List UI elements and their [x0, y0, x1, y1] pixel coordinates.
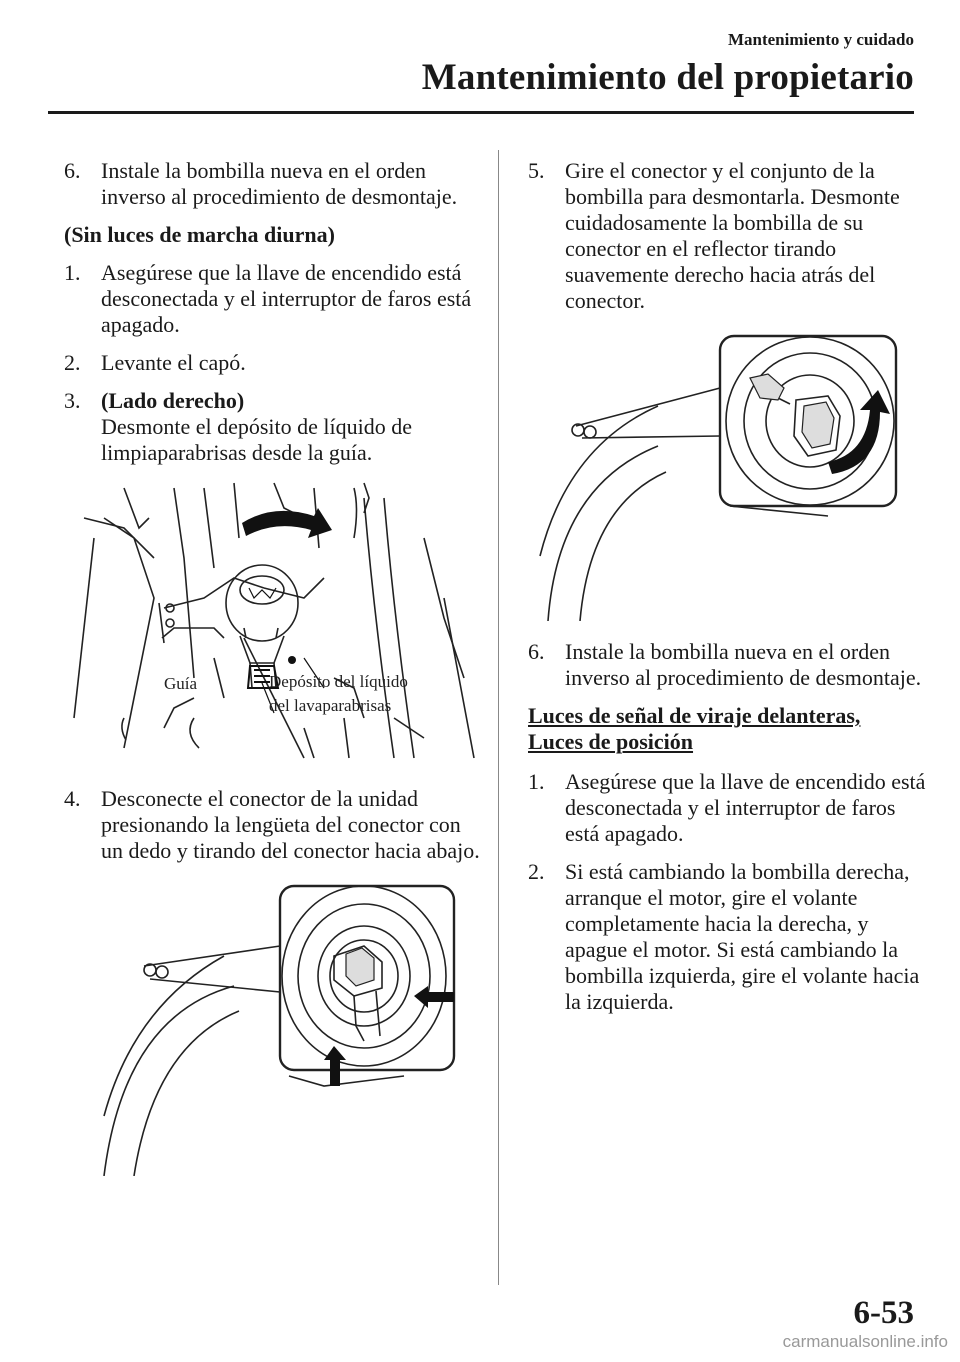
page-number: 6-53 [853, 1295, 914, 1331]
label-guide: Guía [164, 674, 198, 693]
left-step-4 [64, 786, 484, 864]
step-title-right-side: (Lado derecho) [101, 388, 245, 413]
step-text: Instale la bombilla nueva en el orden inverso al procedimiento de desmontaje. [101, 158, 458, 209]
step-number: 2. [64, 350, 81, 375]
page-title: Mantenimiento del propietario [421, 57, 914, 98]
step-text: Instale la bombilla nueva en el orden inverso al procedimiento de desmontaje. [565, 639, 922, 690]
section-heading-line2: Luces de posición [528, 729, 694, 754]
step-text: Desmonte el depósito de líquido de limpiaparabrisas desde la guía. [101, 414, 412, 465]
step-text: Levante el capó. [101, 350, 246, 375]
figure-connector-removal [64, 876, 484, 1176]
header-rule [48, 111, 914, 114]
left-column [64, 158, 484, 1194]
left-step-1 [64, 260, 484, 338]
step-text: Asegúrese que la llave de encendido está desconectada y el interruptor de faros está apagado. [101, 260, 472, 337]
label-reservoir-line2: del lavaparabrisas [269, 696, 392, 715]
step-text: Si está cambiando la bombilla derecha, arranque el motor, gire el volante completamente hacia la derecha, y apague el motor. Si está cambiando la bombilla izquierda, gire el volante hacia la izquierda. [565, 859, 920, 1014]
section-heading-turn-signals [528, 703, 928, 755]
left-step-2 [64, 350, 484, 376]
step-text: Asegúrese que la llave de encendido está desconectada y el interruptor de faros está apagado. [565, 769, 926, 846]
figure-washer-reservoir [64, 478, 484, 768]
section-heading-line1: Luces de señal de viraje delanteras, [528, 703, 861, 728]
figure-bulb-rotation [528, 326, 928, 621]
right-step-1 [528, 769, 928, 847]
bulb-rotation-illustration [528, 326, 928, 621]
right-step-6 [528, 639, 928, 691]
column-divider [498, 150, 499, 1285]
label-reservoir-line1: Depósito del líquido [269, 672, 408, 691]
right-step-5 [528, 158, 928, 314]
step-number: 1. [528, 769, 545, 794]
chapter-subtitle: Mantenimiento y cuidado [727, 30, 914, 49]
left-step-6 [64, 158, 484, 210]
step-number: 3. [64, 388, 81, 413]
left-step-3 [64, 388, 484, 466]
step-number: 5. [528, 158, 545, 183]
connector-removal-illustration [64, 876, 484, 1176]
step-text: Gire el conector y el conjunto de la bombilla para desmontarla. Desmonte cuidadosamente la bombilla de su conector en el reflector tirando suavemente derecho hacia atrás del conector. [565, 158, 900, 313]
step-number: 1. [64, 260, 81, 285]
step-number: 4. [64, 786, 81, 811]
step-text: Desconecte el conector de la unidad presionando la lengüeta del conector con un dedo y tirando del conector hacia abajo. [101, 786, 480, 863]
step-number: 2. [528, 859, 545, 884]
step-number: 6. [64, 158, 81, 183]
step-number: 6. [528, 639, 545, 664]
right-column [528, 158, 928, 1027]
right-step-2 [528, 859, 928, 1015]
subheading-no-drl: (Sin luces de marcha diurna) [64, 222, 335, 247]
washer-reservoir-illustration [64, 478, 484, 768]
site-watermark: carmanualsonline.info [782, 1332, 948, 1351]
